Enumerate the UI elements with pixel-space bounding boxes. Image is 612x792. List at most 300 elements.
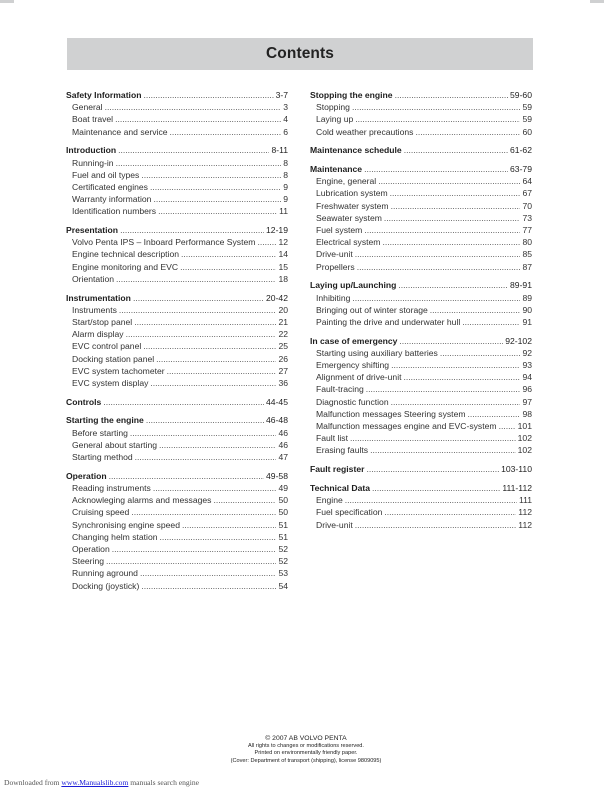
toc-entry-label: Engine technical description	[72, 249, 180, 260]
toc-item-engine[interactable]	[310, 494, 532, 506]
dot-leader	[146, 414, 264, 426]
toc-page-number: 20-42	[266, 292, 288, 303]
toc-entry-label: Identification numbers	[72, 206, 157, 217]
dot-leader	[156, 353, 276, 365]
toc-item-starting-method[interactable]	[66, 451, 288, 463]
toc-item-electrical-system[interactable]	[310, 236, 532, 248]
dot-leader	[391, 396, 521, 408]
dot-leader	[109, 470, 264, 482]
toc-heading-laying-up-launching[interactable]	[310, 279, 532, 291]
toc-entry-label: Operation	[66, 470, 107, 481]
toc-item-drive-unit[interactable]	[310, 248, 532, 260]
toc-entry-label: Synchronising engine speed	[72, 519, 180, 530]
toc-item-diagnostic-function[interactable]	[310, 396, 532, 408]
dot-leader	[106, 555, 276, 567]
toc-page-number: 87	[522, 261, 532, 272]
toc-entry-label: Drive-unit	[316, 519, 353, 530]
toc-page-number: 53	[278, 568, 288, 579]
toc-entry-label: Seawater system	[316, 212, 382, 223]
toc-item-acknowleging-alarms-and-messages[interactable]	[66, 494, 288, 506]
toc-item-instruments[interactable]	[66, 304, 288, 316]
toc-page-number: 67	[522, 188, 532, 199]
dot-leader	[141, 580, 276, 592]
toc-entry-label: In case of emergency	[310, 335, 398, 346]
dot-leader	[364, 224, 520, 236]
rights-text: All rights to changes or modifications reserved.	[248, 743, 364, 749]
toc-entry-label: Acknowleging alarms and messages	[72, 495, 212, 506]
toc-page-number: 60	[522, 126, 532, 137]
toc-item-synchronising-engine-speed[interactable]	[66, 519, 288, 531]
toc-section-introduction	[66, 144, 288, 217]
toc-entry-label: Fault-tracing	[316, 384, 364, 395]
toc-item-reading-instruments[interactable]	[66, 482, 288, 494]
dot-leader	[345, 494, 517, 506]
paper-text: Printed on environmentally friendly paper.	[254, 750, 358, 757]
toc-page-number: 6	[283, 126, 288, 137]
dot-leader	[462, 316, 520, 328]
toc-heading-safety-information[interactable]	[66, 89, 288, 101]
contents-title-bar	[67, 38, 533, 70]
toc-item-malfunction-messages-engine-and-evc-system[interactable]	[310, 420, 532, 432]
toc-entry-label: Reading instruments	[72, 482, 151, 493]
toc-entry-label: Bringing out of winter storage	[316, 304, 428, 315]
toc-entry-label: Fuel and oil types	[72, 169, 140, 180]
toc-heading-stopping-the-engine[interactable]	[310, 89, 532, 101]
toc-entry-label: Instrumentation	[66, 292, 131, 303]
toc-section-in-case-of-emergency	[310, 335, 532, 457]
toc-item-engine-technical-description[interactable]	[66, 248, 288, 260]
toc-page-number: 89-91	[510, 280, 532, 291]
toc-entry-label: Stopping	[316, 102, 350, 113]
dot-leader	[153, 193, 281, 205]
dot-leader	[398, 279, 508, 291]
toc-item-start-stop-panel[interactable]	[66, 316, 288, 328]
toc-page-number: 46-48	[266, 415, 288, 426]
toc-section-technical-data	[310, 482, 532, 531]
dot-leader	[115, 113, 281, 125]
toc-page-number: 61-62	[510, 145, 532, 156]
toc-heading-maintenance-schedule[interactable]	[310, 144, 532, 156]
toc-page-number: 98	[522, 408, 532, 419]
toc-page-number: 25	[278, 341, 288, 352]
dot-leader	[112, 543, 277, 555]
toc-entry-label: Lubrication system	[316, 188, 388, 199]
toc-section-fault-register	[310, 463, 532, 475]
dot-leader	[352, 292, 520, 304]
dot-leader	[366, 383, 521, 395]
toc-page-number: 93	[522, 360, 532, 371]
toc-entry-label: Inhibiting	[316, 292, 351, 303]
toc-entry-label: Orientation	[72, 273, 115, 284]
toc-entry-label: Maintenance schedule	[310, 145, 402, 156]
toc-heading-fault-register[interactable]	[310, 463, 532, 475]
toc-entry-label: General	[72, 102, 103, 113]
dot-leader	[384, 506, 516, 518]
dot-leader	[182, 519, 276, 531]
toc-item-steering[interactable]	[66, 555, 288, 567]
toc-item-changing-helm-station[interactable]	[66, 531, 288, 543]
toc-page-number: 51	[278, 519, 288, 530]
dot-leader	[180, 261, 276, 273]
toc-entry-label: Certificated engines	[72, 181, 148, 192]
toc-page-number: 44-45	[266, 396, 288, 407]
dot-leader	[116, 157, 282, 169]
cover-license-text: (Cover: Department of transport (shipping), license 9809095)	[230, 757, 382, 764]
toc-page-number: 102	[517, 433, 532, 444]
toc-page-number: 73	[522, 212, 532, 223]
toc-entry-label: Cold weather precautions	[316, 126, 414, 137]
toc-item-freshwater-system[interactable]	[310, 200, 532, 212]
toc-entry-label: Introduction	[66, 145, 117, 156]
toc-section-presentation	[66, 224, 288, 285]
copyright-text: © 2007 AB VOLVO PENTA	[265, 735, 347, 742]
toc-page-number: 46	[278, 439, 288, 450]
toc-entry-label: Operation	[72, 543, 110, 554]
toc-item-identification-numbers[interactable]	[66, 205, 288, 217]
toc-page-number: 59	[522, 114, 532, 125]
toc-page-number: 11	[279, 206, 288, 217]
toc-page-number: 92	[522, 347, 532, 358]
toc-item-starting-using-auxiliary-batteries[interactable]	[310, 347, 532, 359]
toc-item-stopping[interactable]	[310, 101, 532, 113]
toc-heading-controls[interactable]	[66, 396, 288, 408]
toc-item-malfunction-messages-steering-system[interactable]	[310, 408, 532, 420]
toc-page-number: 77	[522, 225, 532, 236]
dot-leader	[355, 113, 520, 125]
toc-entry-label: Running aground	[72, 568, 138, 579]
toc-page-number: 51	[278, 531, 288, 542]
dot-leader	[159, 439, 276, 451]
toc-page-number: 20	[278, 304, 288, 315]
dot-leader	[158, 205, 277, 217]
toc-item-engine-monitoring-and-evc[interactable]	[66, 261, 288, 273]
toc-item-fuel-system[interactable]	[310, 224, 532, 236]
toc-page-number: 9	[283, 181, 288, 192]
toc-item-evc-system-display[interactable]	[66, 377, 288, 389]
toc-item-drive-unit[interactable]	[310, 519, 532, 531]
toc-page-number: 112	[518, 507, 532, 518]
dot-leader	[440, 347, 521, 359]
toc-item-cold-weather-precautions[interactable]	[310, 126, 532, 138]
toc-page-number: 102	[517, 445, 532, 456]
toc-page-number: 91	[522, 316, 532, 327]
dot-leader	[143, 89, 273, 101]
toc-entry-label: Fault list	[316, 433, 348, 444]
dot-leader	[370, 444, 516, 456]
toc-entry-label: Technical Data	[310, 482, 371, 493]
dot-leader	[153, 482, 277, 494]
toc-section-operation	[66, 470, 288, 592]
toc-item-general[interactable]	[66, 101, 288, 113]
dot-leader	[126, 328, 277, 340]
toc-section-instrumentation	[66, 292, 288, 390]
toc-section-controls	[66, 396, 288, 408]
toc-entry-label: Electrical system	[316, 237, 381, 248]
download-notice	[4, 778, 199, 787]
toc-item-volvo-penta-ips-inboard-performance-system[interactable]	[66, 236, 288, 248]
toc-page-number: 92-102	[505, 335, 532, 346]
toc-entry-label: Malfunction messages Steering system	[316, 408, 466, 419]
toc-item-docking-station-panel[interactable]	[66, 353, 288, 365]
dot-leader	[391, 359, 520, 371]
toc-heading-presentation[interactable]	[66, 224, 288, 236]
toc-section-stopping-the-engine	[310, 89, 532, 138]
toc-item-fuel-and-oil-types[interactable]	[66, 169, 288, 181]
toc-page-number: 12-19	[266, 225, 288, 236]
dot-leader	[364, 163, 508, 175]
toc-entry-label: Laying up/Launching	[310, 280, 397, 291]
toc-item-orientation[interactable]	[66, 273, 288, 285]
footer	[0, 735, 612, 765]
toc-entry-label: Running-in	[72, 157, 114, 168]
dot-leader	[257, 236, 276, 248]
toc-item-fault-list[interactable]	[310, 432, 532, 444]
toc-item-boat-travel[interactable]	[66, 113, 288, 125]
toc-page-number: 26	[278, 353, 288, 364]
dot-leader	[378, 175, 520, 187]
toc-page-number: 27	[278, 365, 288, 376]
toc-entry-label: Painting the drive and underwater hull	[316, 316, 461, 327]
dot-leader	[399, 335, 503, 347]
dot-leader	[395, 89, 508, 101]
toc-page-number: 49	[278, 482, 288, 493]
dot-leader	[118, 144, 269, 156]
toc-entry-label: Maintenance	[310, 164, 363, 175]
toc-entry-label: Starting using auxiliary batteries	[316, 347, 438, 358]
toc-entry-label: Engine, general	[316, 176, 377, 187]
toc-page-number: 49-58	[266, 470, 288, 481]
toc-page-number: 94	[522, 372, 532, 383]
toc-entry-label: Drive-unit	[316, 249, 353, 260]
download-suffix: manuals search engine	[128, 778, 200, 787]
dot-leader	[213, 494, 276, 506]
toc-page-number: 18	[278, 273, 288, 284]
toc-item-running-in[interactable]	[66, 157, 288, 169]
dot-leader	[382, 236, 520, 248]
toc-entry-label: EVC system display	[72, 377, 149, 388]
dot-leader	[143, 340, 276, 352]
page-corner-mark-right	[590, 0, 604, 3]
toc-page-number: 80	[522, 237, 532, 248]
dot-leader	[404, 371, 521, 383]
toc-item-alignment-of-drive-unit[interactable]	[310, 371, 532, 383]
dot-leader	[404, 144, 508, 156]
toc-page-number: 36	[278, 377, 288, 388]
toc-item-erasing-faults[interactable]	[310, 444, 532, 456]
toc-section-starting-the-engine	[66, 414, 288, 463]
toc-page-number: 85	[522, 249, 532, 260]
toc-entry-label: Stopping the engine	[310, 90, 393, 100]
dot-leader	[167, 365, 277, 377]
toc-page-number: 52	[278, 556, 288, 567]
toc-page-number: 90	[522, 304, 532, 315]
dot-leader	[119, 304, 277, 316]
toc-item-warranty-information[interactable]	[66, 193, 288, 205]
toc-page-number: 103-110	[501, 464, 532, 475]
toc-page-number: 8-11	[271, 145, 288, 156]
toc-section-maintenance	[310, 163, 532, 273]
toc-page-number: 50	[278, 507, 288, 518]
toc-entry-label: Fuel system	[316, 225, 363, 236]
dot-leader	[468, 408, 521, 420]
toc-entry-label: Laying up	[316, 114, 354, 125]
toc-item-laying-up[interactable]	[310, 113, 532, 125]
toc-page-number: 8	[283, 157, 288, 168]
dot-leader	[372, 482, 500, 494]
toc-entry-label: Volvo Penta IPS – Inboard Performance System	[72, 237, 256, 248]
toc-page-number: 50	[278, 495, 288, 506]
toc-entry-label: Fuel specification	[316, 507, 383, 518]
dot-leader	[105, 101, 282, 113]
toc-item-bringing-out-of-winter-storage[interactable]	[310, 304, 532, 316]
toc-page-number: 97	[522, 396, 532, 407]
toc-page-number: 52	[278, 543, 288, 554]
toc-entry-label: Instruments	[72, 304, 117, 315]
toc-page-number: 47	[278, 451, 288, 462]
dot-leader	[130, 427, 277, 439]
toc-entry-label: Warranty information	[72, 194, 152, 205]
toc-item-general-about-starting[interactable]	[66, 439, 288, 451]
toc-section-maintenance-schedule	[310, 144, 532, 156]
toc-entry-label: Alarm display	[72, 329, 124, 340]
dot-leader	[120, 224, 264, 236]
toc-page-number: 46	[278, 427, 288, 438]
toc-entry-label: Cruising speed	[72, 507, 130, 518]
toc-item-evc-control-panel[interactable]	[66, 340, 288, 352]
toc-entry-label: Changing helm station	[72, 531, 158, 542]
toc-item-cruising-speed[interactable]	[66, 506, 288, 518]
dot-leader	[170, 126, 282, 138]
toc-page-number: 112	[518, 519, 532, 530]
toc-entry-label: Before starting	[72, 427, 128, 438]
toc-page-number: 63-79	[510, 164, 532, 175]
toc-entry-label: Engine monitoring and EVC	[72, 261, 179, 272]
dot-leader	[160, 531, 277, 543]
dot-leader	[131, 506, 276, 518]
dot-leader	[352, 101, 521, 113]
toc-item-evc-system-tachometer[interactable]	[66, 365, 288, 377]
toc-entry-label: Steering	[72, 556, 105, 567]
toc-section-laying-up-launching	[310, 279, 532, 328]
toc-page-number: 89	[522, 292, 532, 303]
toc-page-number: 4	[283, 114, 288, 125]
toc-page-number: 101	[517, 421, 532, 432]
toc-page-number: 59	[522, 102, 532, 113]
toc-entry-label: EVC system tachometer	[72, 365, 165, 376]
toc-page-number: 15	[278, 261, 288, 272]
dot-leader	[366, 463, 499, 475]
toc-entry-label: Emergency shifting	[316, 360, 390, 371]
toc-entry-label: Propellers	[316, 261, 355, 272]
toc-entry-label: Boat travel	[72, 114, 114, 125]
toc-entry-label: Freshwater system	[316, 200, 389, 211]
toc-page-number: 22	[278, 329, 288, 340]
toc-page-number: 54	[278, 580, 288, 591]
toc-item-engine-general[interactable]	[310, 175, 532, 187]
toc-page-number: 12	[278, 237, 288, 248]
dot-leader	[135, 451, 277, 463]
dot-leader	[103, 396, 264, 408]
toc-item-propellers[interactable]	[310, 261, 532, 273]
dot-leader	[499, 420, 516, 432]
manualslib-link[interactable]: www.Manualslib.com	[61, 778, 129, 787]
toc-item-inhibiting[interactable]	[310, 292, 532, 304]
toc-item-alarm-display[interactable]	[66, 328, 288, 340]
dot-leader	[150, 181, 281, 193]
toc-entry-label: Maintenance and service	[72, 126, 168, 137]
toc-page-number: 111-112	[502, 482, 532, 493]
toc-page-number: 3-7	[275, 90, 288, 100]
toc-heading-maintenance[interactable]	[310, 163, 532, 175]
toc-item-docking-joystick[interactable]	[66, 580, 288, 592]
toc-entry-label: Malfunction messages engine and EVC-system	[316, 421, 497, 432]
dot-leader	[355, 519, 517, 531]
toc-item-seawater-system[interactable]	[310, 212, 532, 224]
toc-page-number: 21	[278, 316, 288, 327]
toc-page-number: 111	[518, 495, 532, 506]
toc-entry-label: Fault register	[310, 464, 365, 475]
toc-entry-label: Erasing faults	[316, 445, 369, 456]
dot-leader	[357, 261, 521, 273]
toc-page-number: 59-60	[510, 90, 532, 100]
toc-left-column	[66, 89, 288, 598]
toc-page-number: 3	[283, 102, 288, 113]
toc-entry-label: General about starting	[72, 439, 158, 450]
toc-entry-label: Docking (joystick)	[72, 580, 140, 591]
toc-entry-label: Safety Information	[66, 90, 142, 100]
dot-leader	[350, 432, 516, 444]
dot-leader	[384, 212, 521, 224]
dot-leader	[140, 567, 276, 579]
toc-item-fuel-specification[interactable]	[310, 506, 532, 518]
toc-heading-instrumentation[interactable]	[66, 292, 288, 304]
toc-entry-label: Engine	[316, 495, 343, 506]
toc-heading-in-case-of-emergency[interactable]	[310, 335, 532, 347]
toc-entry-label: Diagnostic function	[316, 396, 389, 407]
toc-entry-label: Starting method	[72, 451, 133, 462]
dot-leader	[134, 316, 276, 328]
toc-item-before-starting[interactable]	[66, 427, 288, 439]
dot-leader	[116, 273, 276, 285]
toc-heading-technical-data[interactable]	[310, 482, 532, 494]
toc-entry-label: EVC control panel	[72, 341, 142, 352]
toc-item-running-aground[interactable]	[66, 567, 288, 579]
toc-item-certificated-engines[interactable]	[66, 181, 288, 193]
toc-page-number: 14	[278, 249, 288, 260]
download-prefix: Downloaded from	[4, 778, 62, 787]
toc-entry-label: Controls	[66, 396, 102, 407]
dot-leader	[415, 126, 520, 138]
dot-leader	[391, 200, 521, 212]
page-corner-mark-left	[0, 0, 14, 3]
toc-item-operation[interactable]	[66, 543, 288, 555]
toc-item-maintenance-and-service[interactable]	[66, 126, 288, 138]
toc-page-number: 64	[522, 176, 532, 187]
toc-item-lubrication-system[interactable]	[310, 187, 532, 199]
toc-heading-starting-the-engine[interactable]	[66, 414, 288, 426]
dot-leader	[133, 292, 264, 304]
toc-entry-label: Docking station panel	[72, 353, 155, 364]
toc-heading-introduction[interactable]	[66, 144, 288, 156]
page-title: Contents	[266, 45, 334, 62]
toc-item-emergency-shifting[interactable]	[310, 359, 532, 371]
toc-item-fault-tracing[interactable]	[310, 383, 532, 395]
dot-leader	[141, 169, 281, 181]
toc-page-number: 8	[283, 169, 288, 180]
toc-item-painting-the-drive-and-underwater-hull[interactable]	[310, 316, 532, 328]
toc-heading-operation[interactable]	[66, 470, 288, 482]
toc-entry-label: Alignment of drive-unit	[316, 372, 402, 383]
